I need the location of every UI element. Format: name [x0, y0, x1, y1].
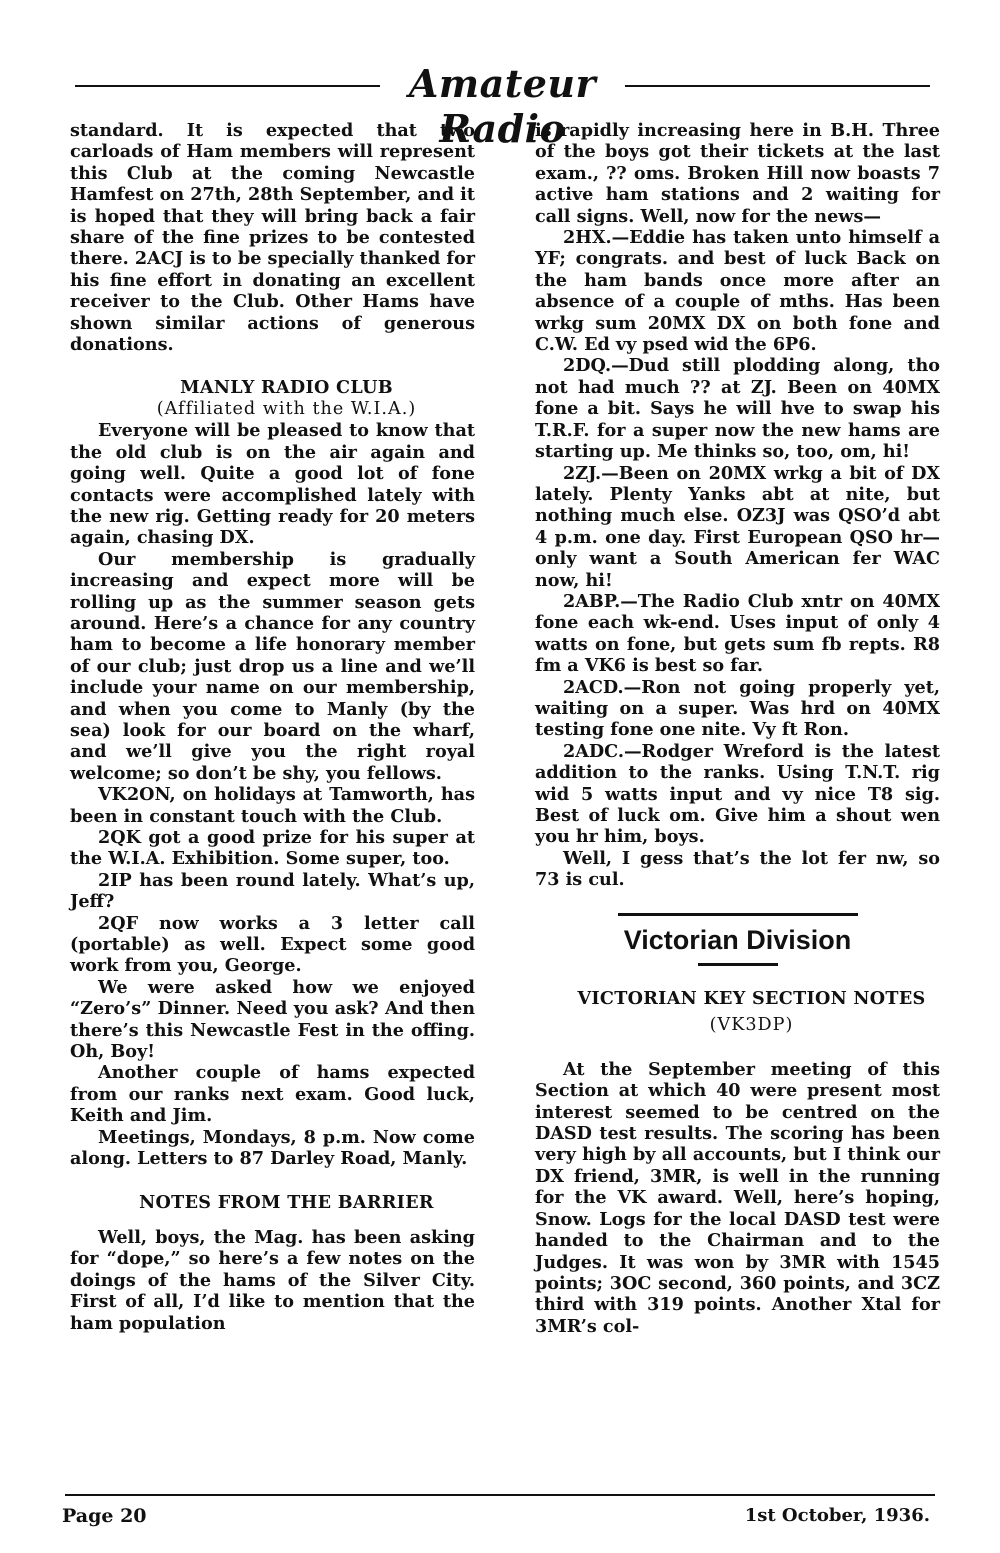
masthead	[75, 55, 930, 151]
paragraph: is rapidly increasing here in B.H. Three of the boys got their tickets at the last exam., ?? oms. Broken Hill now boasts 7 active ham stations and 2 waiting for call signs. Well, now for the news—	[535, 120, 940, 227]
paragraph: 2DQ.—Dud still plodding along, tho not had much ?? at ZJ. Been on 40MX fone a bit. Says he will hve to swap his T.R.F. for a super now the new hams are starting up. Me thinks so, too, om, hi!	[535, 355, 940, 463]
masthead-rule-right	[625, 85, 930, 87]
paragraph: At the September meeting of this Section at which 40 were present most interest seemed to be centred on the DASD test results. The scoring has been very high by all accounts, but I think our DX friend, 3MR, is well in the running for the VK award. Well, here’s hoping, Snow. Logs for the local DASD test were handed to the Chairman and to the Judges. It was won by 3MR with 1545 points; 3OC second, 360 points, and 3CZ third with 319 points. Another Xtal for 3MR’s col-	[535, 1058, 940, 1337]
paragraph: standard. It is expected that two carloads of Ham members will represent this Club at the coming Newcastle Hamfest on 27th, 28th September, and it is hoped that they will bring back a fair share of the fine prizes to be contested there. 2ACJ is to be specially thanked for his fine effort in donating an excellent receiver to the Club. Other Hams have shown similar actions of generous donations.	[70, 120, 475, 356]
paragraph: 2ABP.—The Radio Club xntr on 40MX fone each wk-end. Uses input of only 4 watts on fone, but gets sum fb repts. R8 fm a VK6 is best so far.	[535, 590, 940, 677]
right-column	[535, 120, 940, 1337]
left-column	[70, 120, 475, 1334]
paragraph: 2HX.—Eddie has taken unto himself a YF; congrats. and best of luck Back on the ham bands once more after an absence of a couple of mths. Has been wrkg sum 20MX DX on both fone and C.W. Ed vy psed wid the 6P6.	[535, 227, 940, 356]
division-rule	[618, 913, 858, 916]
issue-date: 1st October, 1936.	[744, 1505, 930, 1526]
paragraph: 2ZJ.—Been on 20MX wrkg a bit of DX lately. Plenty Yanks abt at nite, but nothing much else. OZ3J was QSO’d abt 4 p.m. one day. First European QSO hr—only want a South American fer WAC now, hi!	[535, 462, 940, 591]
paragraph: 2ACD.—Ron not going properly yet, waiting on a super. Was hrd on 40MX testing fone one nite. Vy ft Ron.	[535, 676, 940, 741]
paragraph: Everyone will be pleased to know that the old club is on the air again and going well. Quite a good lot of fone contacts were accomplished lately with the new rig. Getting ready for 20 meters again, chasing DX.	[70, 420, 475, 549]
paragraph: 2ADC.—Rodger Wreford is the latest addition to the ranks. Using T.N.T. rig wid 5 watts input and vy nice T8 sig. Best of luck om. Give him a shout wen you hr him, boys.	[535, 740, 940, 848]
section-subtitle-manly: (Affiliated with the W.I.A.)	[156, 398, 417, 419]
paragraph: 2IP has been round lately. What’s up, Jeff?	[70, 869, 475, 913]
masthead-title: Amateur Radio	[408, 61, 597, 151]
section-title-manly: MANLY RADIO CLUB	[180, 377, 393, 399]
paragraph: Another couple of hams expected from our ranks next exam. Good luck, Keith and Jim.	[70, 1062, 475, 1127]
paragraph: Well, I gess that’s the lot fer nw, so 73 is cul.	[535, 847, 940, 891]
paragraph: We were asked how we enjoyed “Zero’s” Dinner. Need you ask? And then there’s this Newcastle Fest in the offing. Oh, Boy!	[70, 976, 475, 1063]
paragraph: Our membership is gradually increasing and expect more will be rolling up as the summer season gets around. Here’s a chance for any country ham to become a life honorary member of our club; just drop us a line and we’ll include your name on our membership, and when you come to Manly (by the sea) look for our board on the wharf, and we’ll give you the right royal welcome; so don’t be shy, you fellows.	[70, 548, 475, 784]
masthead-rule-left	[75, 85, 380, 87]
section-title-key: VICTORIAN KEY SECTION NOTES	[577, 988, 926, 1010]
paragraph: 2QF now works a 3 letter call (portable) as well. Expect some good work from you, George.	[70, 912, 475, 977]
section-title-barrier: NOTES FROM THE BARRIER	[139, 1191, 434, 1213]
paragraph: 2QK got a good prize for his super at the W.I.A. Exhibition. Some super, too.	[70, 827, 475, 870]
footer-rule	[65, 1494, 935, 1496]
paragraph: Meetings, Mondays, 8 p.m. Now come along. Letters to 87 Darley Road, Manly.	[70, 1126, 475, 1170]
section-subtitle-key: (VK3DP)	[709, 1015, 794, 1036]
page-number: Page 20	[62, 1505, 147, 1527]
paragraph: Well, boys, the Mag. has been asking for “dope,” so here’s a few notes on the doings of the hams of the Silver City. First of all, I’d like to mention that the ham population	[70, 1226, 475, 1334]
paragraph: VK2ON, on holidays at Tamworth, has been in constant touch with the Club.	[70, 784, 475, 827]
division-title: Victorian Division	[623, 924, 852, 955]
